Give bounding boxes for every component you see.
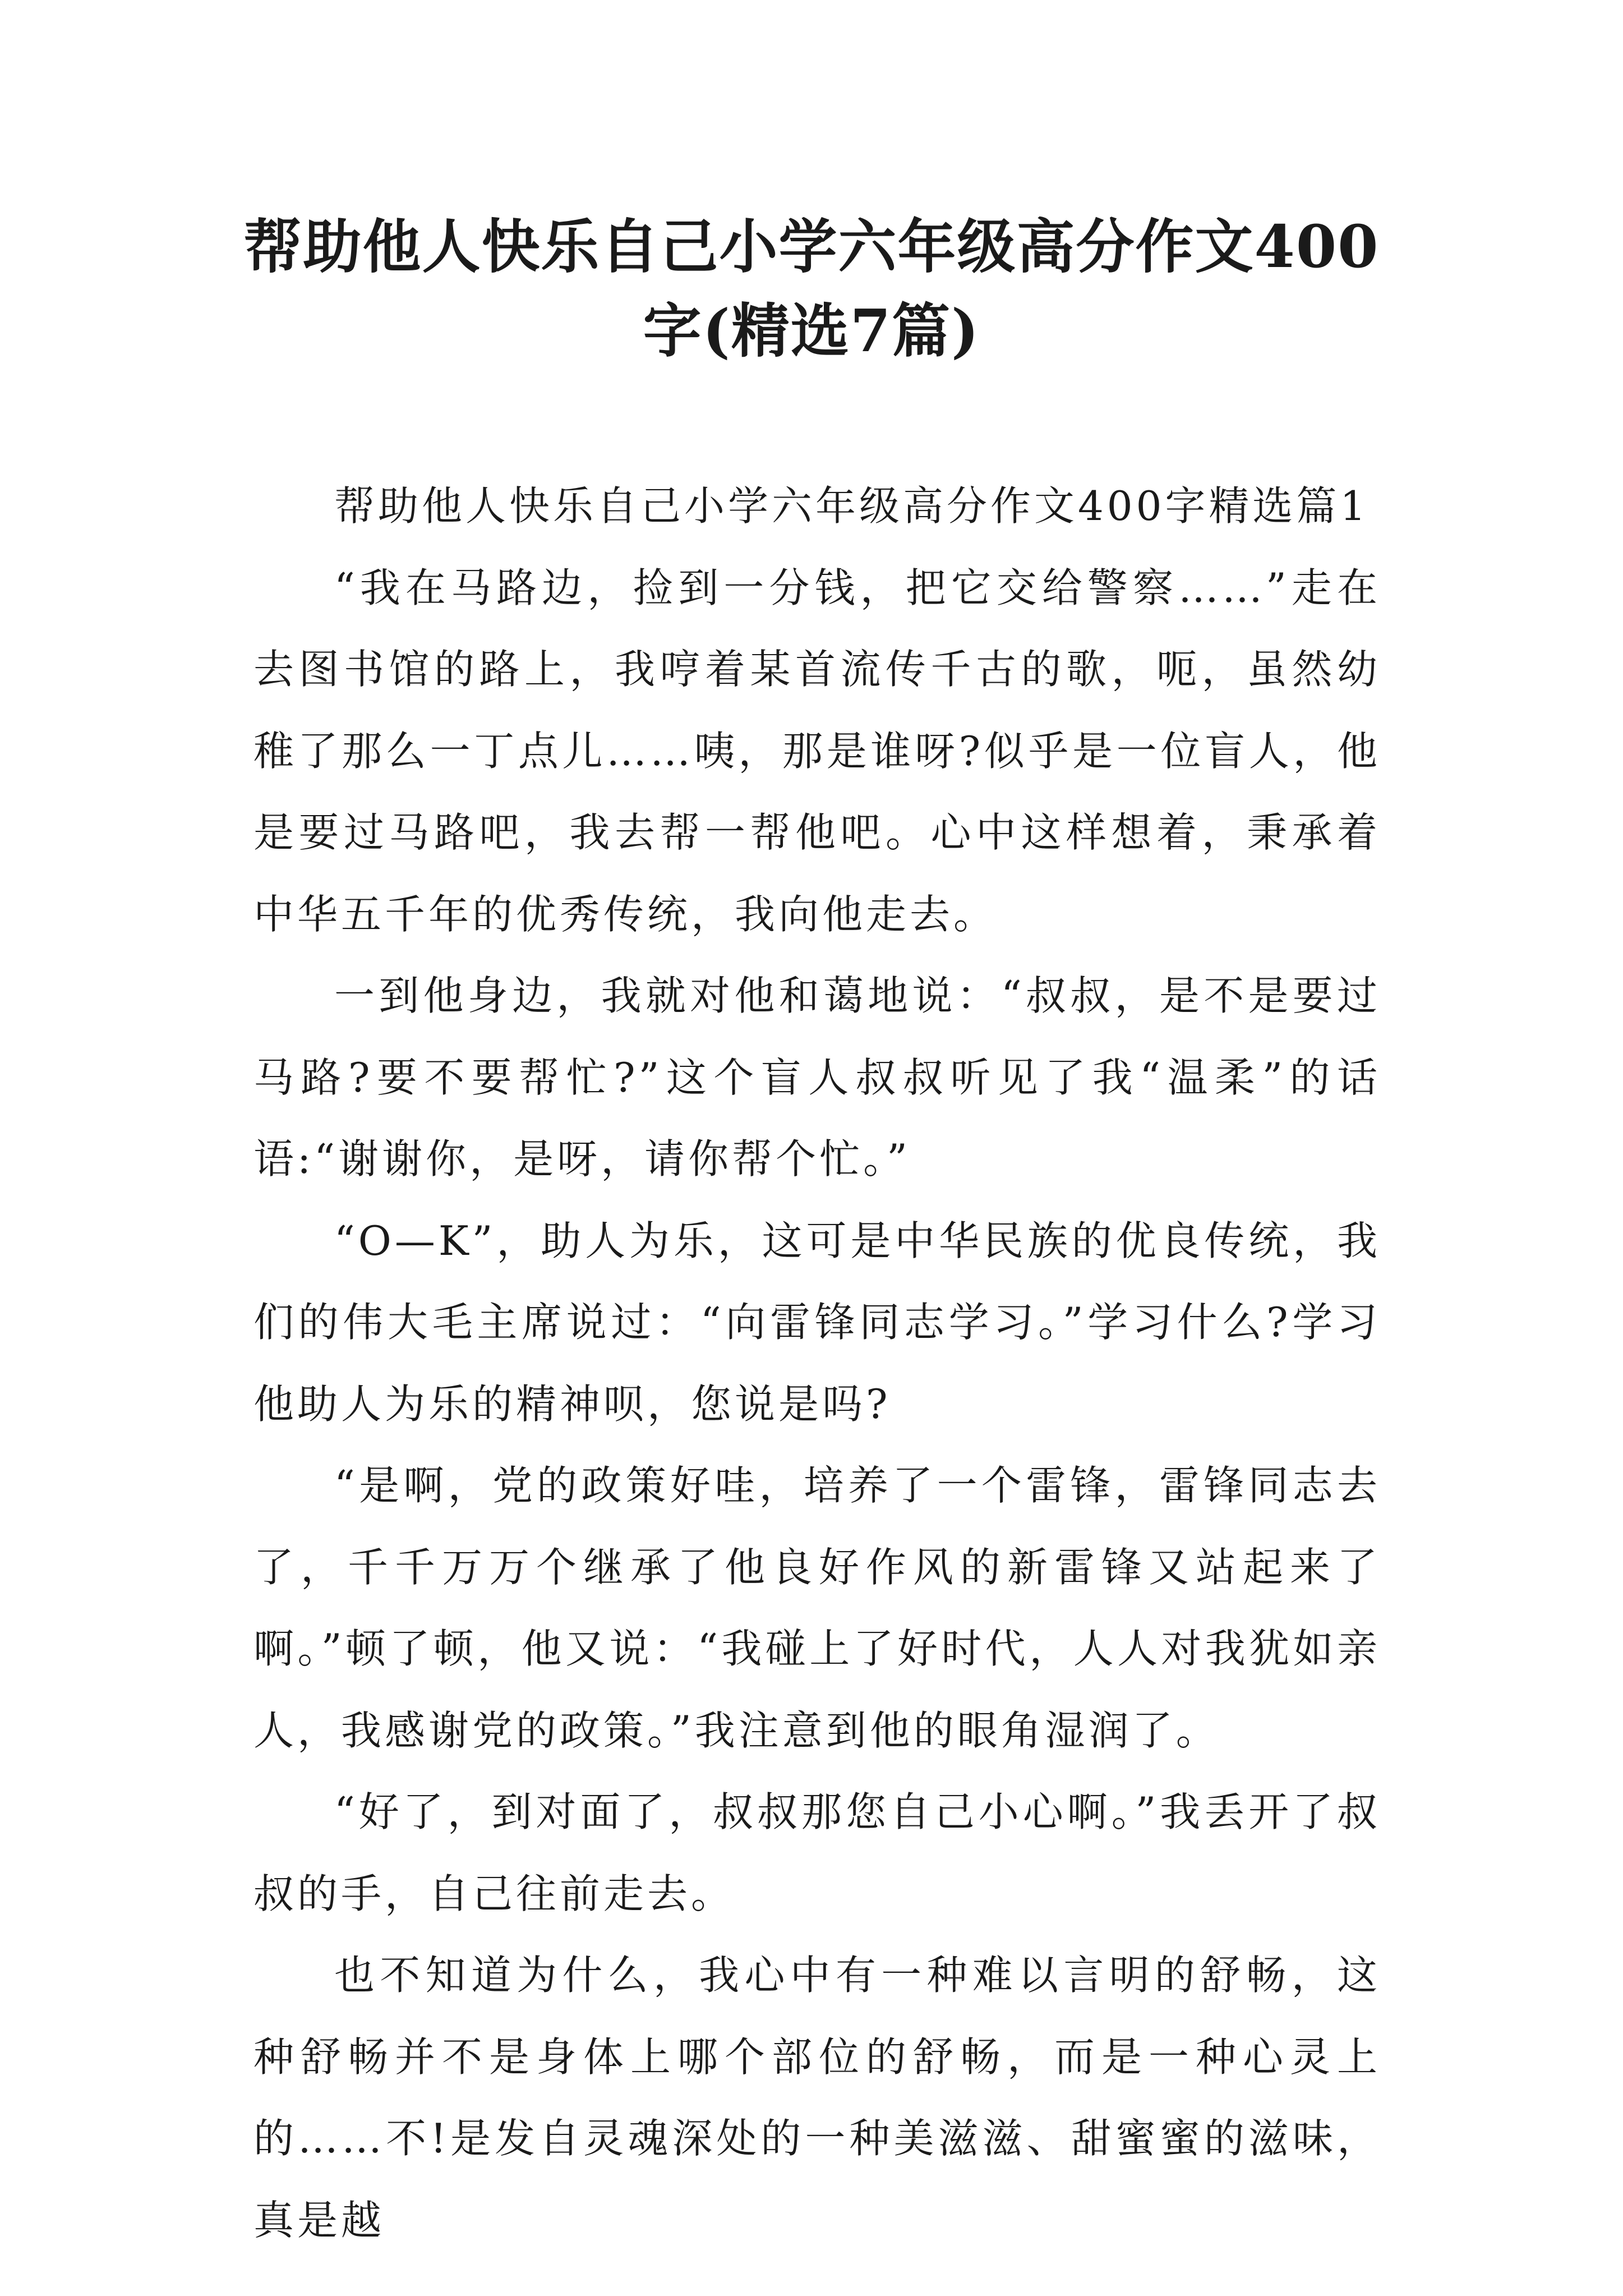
paragraph: 一到他身边，我就对他和蔼地说：“叔叔，是不是要过马路?要不要帮忙?”这个盲人叔叔听见了我“温柔”的话语:“谢谢你，是呀，请你帮个忙。” — [253, 972, 1381, 1182]
document-body — [253, 466, 1381, 2261]
paragraph: “O—K”，助人为乐，这可是中华民族的优良传统，我们的伟大毛主席说过：“向雷锋同志学习。”学习什么?学习他助人为乐的精神呗，您说是吗? — [253, 1217, 1381, 1428]
paragraph: “我在马路边，捡到一分钱，把它交给警察……”走在去图书馆的路上，我哼着某首流传千古的歌，呃，虽然幼稚了那么一丁点儿……咦，那是谁呀?似乎是一位盲人，他是要过马路吧，我去帮一帮他吧。心中这样想着，秉承着中华五千年的优秀传统，我向他走去。 — [253, 564, 1381, 938]
section-heading: 帮助他人快乐自己小学六年级高分作文400字精选篇1 — [334, 482, 1370, 530]
title-line-2: 字(精选7篇) — [643, 296, 980, 365]
title-line-1: 帮助他人快乐自己小学六年级高分作文400 — [243, 212, 1380, 281]
paragraph: 也不知道为什么，我心中有一种难以言明的舒畅，这种舒畅并不是身体上哪个部位的舒畅，而是一种心灵上的……不!是发自灵魂深处的一种美滋滋、甜蜜蜜的滋味，真是越 — [253, 1952, 1381, 2244]
paragraph: “是啊，党的政策好哇，培养了一个雷锋，雷锋同志去了，千千万万个继承了他良好作风的新雷锋又站起来了啊。”顿了顿，他又说：“我碰上了好时代，人人对我犹如亲人，我感谢党的政策。”我注意到他的眼角湿润了。 — [253, 1462, 1381, 1754]
document-title — [236, 205, 1387, 373]
paragraph: “好了，到对面了，叔叔那您自己小心啊。”我丢开了叔叔的手，自己往前走去。 — [253, 1788, 1381, 1917]
